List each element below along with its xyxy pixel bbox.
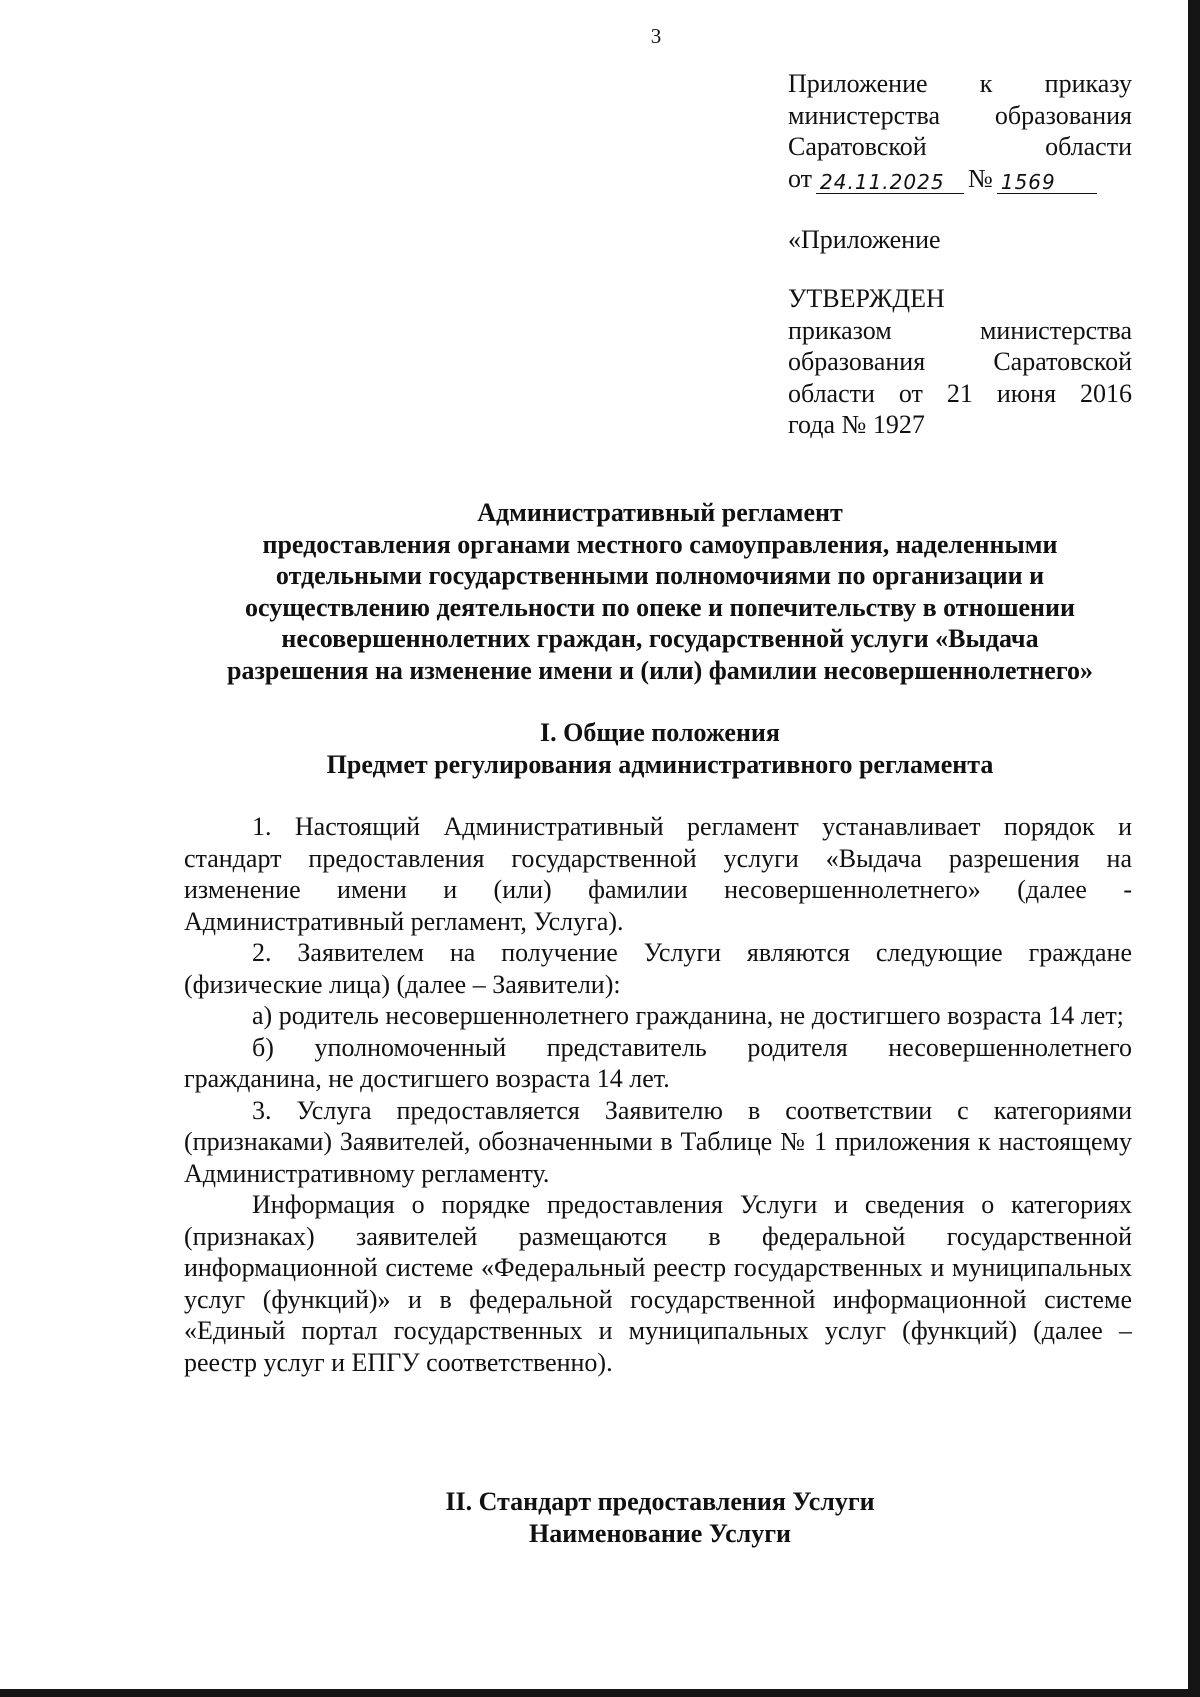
section2-heading [180, 1486, 1140, 1549]
page-number: 3 [650, 24, 662, 48]
order-prefix: от [788, 163, 813, 193]
appendix-line: министерства образования [788, 100, 1132, 130]
title-line: предоставления органами местного самоуправления, наделенными [262, 529, 1058, 559]
scan-edge-bottom [0, 1689, 1200, 1697]
section2-subtitle: Наименование Услуги [528, 1518, 792, 1548]
paragraph: 1. Настоящий Административный регламент устанавливает порядок и стандарт предоставления государственной услуги «Выдача разрешения на изменение имени и (или) фамилии несовершеннолетнего» (далее - Административный регламент, Услуга). [184, 812, 1132, 936]
approved-label: УТВЕРЖДЕН [788, 284, 945, 313]
paragraph: 3. Услуга предоставляется Заявителю в соответствии с категориями (признаками) Заявителей, обозначенными в Таблице № 1 приложения к настоящему Административному регламенту. [184, 1095, 1132, 1188]
body-text [184, 811, 1132, 1378]
scan-edge-right [1188, 0, 1200, 1697]
paragraph: 2. Заявителем на получение Услуги являются следующие граждане (физические лица) (далее – Заявители): [184, 938, 1132, 999]
appendix-block [788, 68, 1132, 194]
paragraph: а) родитель несовершеннолетнего гражданина, не достигшего возраста 14 лет; [252, 1001, 1124, 1030]
order-number-prefix: № [968, 163, 993, 193]
approved-line: приказом министерства [788, 315, 1132, 345]
paragraph: Информация о порядке предоставления Услуги и сведения о категориях (признаках) заявителей размещаются в федеральной государственной информационной системе «Федеральный реестр государственных и муниципальных услуг (функций)» и в федеральной государственной информационной системе «Единый портал государственных и муниципальных услуг (функций) (далее – реестр услуг и ЕПГУ соответственно). [184, 1190, 1132, 1377]
appendix-line: Саратовской области [788, 132, 1132, 161]
order-date-handwritten: 24.11.2025 [816, 171, 964, 194]
document-title [180, 497, 1140, 686]
approved-line: образования Саратовской [788, 347, 1132, 376]
appendix-line: Приложение к приказу [788, 69, 1132, 98]
approved-block [788, 283, 1132, 441]
approved-line: области от 21 июня 2016 [788, 378, 1132, 408]
section1-title: I. Общие положения [540, 718, 780, 747]
title-line: отдельными государственными полномочиями по организации и [275, 561, 1045, 590]
title-line: несовершеннолетних граждан, государственной услуги «Выдача [281, 624, 1039, 653]
order-number-handwritten: 1569 [997, 171, 1097, 194]
section1-heading [180, 717, 1140, 780]
section1-subtitle: Предмет регулирования административного регламента [326, 749, 994, 779]
section2-title: II. Стандарт предоставления Услуги [445, 1487, 875, 1516]
paragraph: б) уполномоченный представитель родителя несовершеннолетнего гражданина, не достигшего возраста 14 лет. [184, 1032, 1132, 1093]
title-line: осуществлению деятельности по опеке и попечительству в отношении [245, 592, 1075, 622]
order-reference [788, 163, 1132, 195]
quote-appendix: «Приложение [788, 225, 941, 254]
title-line: Административный регламент [477, 498, 843, 527]
title-line: разрешения на изменение имени и (или) фамилии несовершеннолетнего» [227, 655, 1093, 685]
approved-line: года № 1927 [788, 410, 925, 439]
